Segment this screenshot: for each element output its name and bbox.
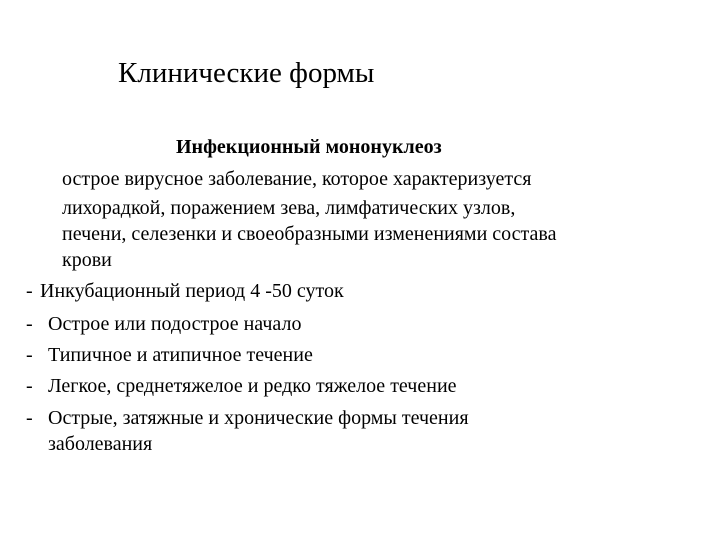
description-line: лихорадкой, поражением зева, лимфатических узлов, [62,197,516,219]
bullet-marker: - [26,313,33,335]
description-line: печени, селезенки и своеобразными изменениями состава [62,223,557,245]
slide-subtitle: Инфекционный мононуклеоз [176,136,442,158]
bullet-item [26,311,301,337]
bullet-marker: - [26,375,33,397]
bullet-text: Инкубационный период 4 -50 суток [40,280,344,302]
bullet-item [26,278,344,304]
bullet-item [26,373,457,399]
description-line: крови [62,249,112,271]
bullet-marker: - [26,344,33,366]
bullet-continuation: заболевания [48,433,153,455]
bullet-text: Острые, затяжные и хронические формы течения [48,407,469,429]
bullet-text: Легкое, среднетяжелое и редко тяжелое течение [48,375,457,397]
description-line: острое вирусное заболевание, которое характеризуется [62,168,532,190]
bullet-item [26,405,469,431]
bullet-text: Типичное и атипичное течение [48,344,313,366]
slide-title: Клинические формы [118,57,375,89]
bullet-text: Острое или подострое начало [48,313,302,335]
bullet-marker: - [26,407,33,429]
bullet-item [26,342,313,368]
bullet-marker: - [26,280,33,302]
